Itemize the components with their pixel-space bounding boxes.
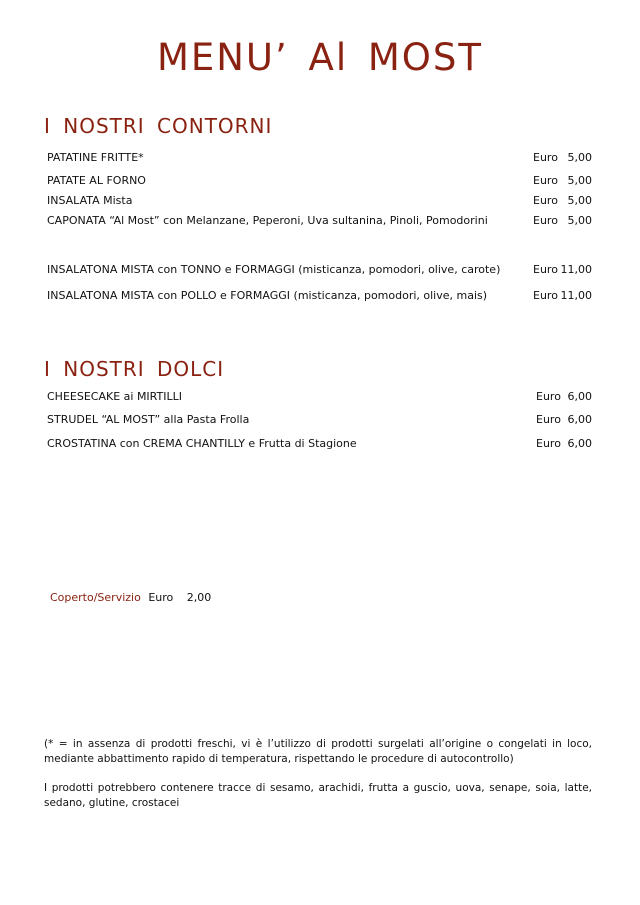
item-currency: Euro bbox=[533, 194, 558, 207]
item-name: INSALATONA MISTA con TONNO e FORMAGGI (misticanza, pomodori, olive, carote) bbox=[47, 263, 501, 276]
item-currency: Euro bbox=[533, 174, 558, 187]
item-currency: Euro bbox=[533, 151, 558, 164]
menu-item bbox=[47, 412, 592, 428]
item-price: 6,00 bbox=[567, 413, 592, 426]
item-name: CHEESECAKE ai MIRTILLI bbox=[47, 390, 182, 403]
item-currency: Euro bbox=[536, 437, 561, 450]
coperto-price: 2,00 bbox=[186, 591, 212, 604]
section-title-dolci: I NOSTRI DOLCI bbox=[44, 357, 225, 381]
item-name: CROSTATINA con CREMA CHANTILLY e Frutta di Stagione bbox=[47, 437, 357, 450]
menu-item bbox=[47, 150, 592, 166]
item-price: 11,00 bbox=[560, 263, 592, 276]
item-price: 5,00 bbox=[567, 194, 592, 207]
coperto-line bbox=[50, 590, 211, 606]
menu-item bbox=[47, 213, 592, 229]
item-price: 6,00 bbox=[567, 437, 592, 450]
item-name: STRUDEL “AL MOST” alla Pasta Frolla bbox=[47, 413, 250, 426]
menu-item bbox=[47, 389, 592, 405]
item-currency: Euro bbox=[533, 289, 558, 302]
item-name: INSALATONA MISTA con POLLO e FORMAGGI (misticanza, pomodori, olive, mais) bbox=[47, 289, 488, 302]
item-price: 5,00 bbox=[567, 151, 592, 164]
item-price: 11,00 bbox=[560, 289, 592, 302]
coperto-currency: Euro bbox=[148, 591, 174, 604]
frozen-products-note: (* = in assenza di prodotti freschi, vi è l’utilizzo di prodotti surgelati all’origine o congelati in loco, mediante abbattimento rapido di temperatura, rispettando le procedure di autocontrollo) bbox=[44, 738, 592, 765]
item-name: INSALATA Mista bbox=[47, 194, 133, 207]
item-currency: Euro bbox=[533, 263, 558, 276]
item-currency: Euro bbox=[536, 390, 561, 403]
item-price: 6,00 bbox=[567, 390, 592, 403]
allergens-note: I prodotti potrebbero contenere tracce di sesamo, arachidi, frutta a guscio, uova, senape, soia, latte, sedano, glutine, crostacei bbox=[44, 782, 592, 809]
item-name: CAPONATA “Al Most” con Melanzane, Peperoni, Uva sultanina, Pinoli, Pomodorini bbox=[47, 214, 488, 227]
menu-item bbox=[47, 193, 592, 209]
page-title: MENU’ Al MOST bbox=[156, 36, 484, 79]
coperto-label: Coperto/Servizio bbox=[50, 591, 141, 604]
menu-item bbox=[47, 436, 592, 452]
item-name: PATATE AL FORNO bbox=[47, 174, 146, 187]
menu-item bbox=[47, 288, 592, 304]
item-price: 5,00 bbox=[567, 174, 592, 187]
section-title-contorni: I NOSTRI CONTORNI bbox=[44, 114, 273, 138]
item-price: 5,00 bbox=[567, 214, 592, 227]
menu-item bbox=[47, 262, 592, 278]
item-currency: Euro bbox=[536, 413, 561, 426]
item-name: PATATINE FRITTE* bbox=[47, 151, 144, 164]
menu-item bbox=[47, 173, 592, 189]
item-currency: Euro bbox=[533, 214, 558, 227]
